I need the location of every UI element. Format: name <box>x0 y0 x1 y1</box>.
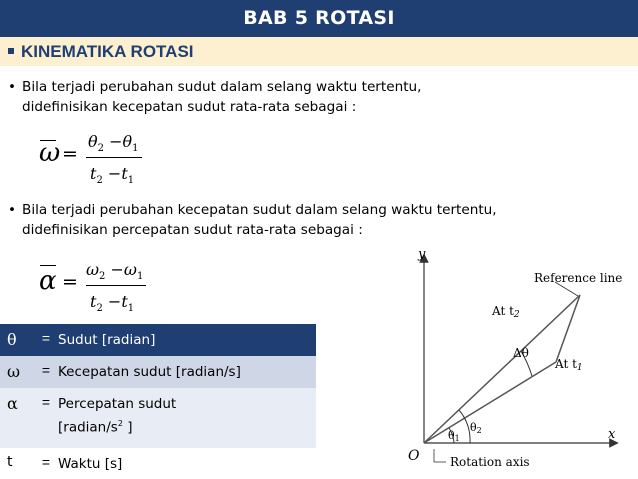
bullet-dot-icon: • <box>8 79 17 95</box>
x-axis-label: x <box>608 427 616 442</box>
y-axis-label: y <box>418 247 426 262</box>
formula-2-lhs: α <box>39 266 57 296</box>
formula-1-numerator: $\theta_2 -\theta_1$ <box>88 132 139 155</box>
formula-angular-velocity <box>36 126 156 190</box>
legend-description: Kecepatan sudut [radian/s] <box>58 364 241 380</box>
legend-description: Percepatan sudut [$radian/s^2$ ] <box>58 396 177 436</box>
bullet-1-line-1: Bila terjadi perubahan sudut dalam selang waktu tertentu, <box>22 79 422 95</box>
formula-angular-acceleration <box>36 254 156 318</box>
rotation-diagram <box>392 244 638 479</box>
legend-equals: = <box>41 362 51 378</box>
at-t1-label: At t1 <box>555 357 583 373</box>
section-heading-text: KINEMATIKA ROTASI <box>21 42 194 61</box>
formula-2-denominator: $t_2 -t_1$ <box>90 292 135 315</box>
bullet-dot-icon: • <box>8 202 17 218</box>
legend-description: Waktu [s] <box>58 456 123 472</box>
legend-equals: = <box>41 454 51 470</box>
legend-equals: = <box>41 394 51 410</box>
legend-row-alpha <box>0 388 316 448</box>
formula-2-numerator: $\omega_2 -\omega_1$ <box>86 260 144 283</box>
delta-theta-label: Δθ <box>513 346 529 360</box>
bullet-point-2 <box>8 200 636 240</box>
legend-equals: = <box>41 330 51 346</box>
bullet-1-line-2: didefinisikan kecepatan sudut rata-rata sebagai : <box>22 99 357 115</box>
bullet-2-line-1: Bila terjadi perubahan kecepatan sudut dalam selang waktu tertentu, <box>22 202 497 218</box>
symbol-legend-table <box>0 324 316 478</box>
formula-1-lhs: ω <box>39 138 61 168</box>
at-t2-label: At t2 <box>492 304 520 320</box>
theta2-label: θ2 <box>470 421 482 435</box>
line-chord <box>556 295 580 362</box>
fraction-bar <box>86 285 146 286</box>
formula-1-denominator: $t_2 -t_1$ <box>90 164 135 187</box>
bullet-point-1 <box>8 77 636 117</box>
section-heading <box>0 37 638 66</box>
legend-symbol: θ <box>7 330 17 349</box>
legend-symbol: t <box>7 454 13 470</box>
legend-row-time <box>0 448 316 478</box>
legend-row-omega <box>0 356 316 388</box>
fraction-bar <box>86 157 142 158</box>
reference-line-label: Reference line <box>534 271 623 285</box>
slide-title: BAB 5 ROTASI <box>0 0 638 37</box>
bullet-2-line-2: didefinisikan percepatan sudut rata-rata sebagai : <box>22 222 363 238</box>
legend-description: Sudut [radian] <box>58 332 156 348</box>
equals-sign: = <box>62 271 78 293</box>
equals-sign: = <box>62 143 78 165</box>
origin-label: O <box>408 448 420 464</box>
square-bullet-icon <box>8 48 14 54</box>
rotation-axis-label: Rotation axis <box>450 455 530 469</box>
legend-symbol: ω <box>7 362 21 381</box>
line-at-t1 <box>424 362 556 443</box>
theta1-label: θ1 <box>448 429 460 443</box>
legend-symbol: α <box>7 394 18 413</box>
legend-row-theta <box>0 324 316 356</box>
